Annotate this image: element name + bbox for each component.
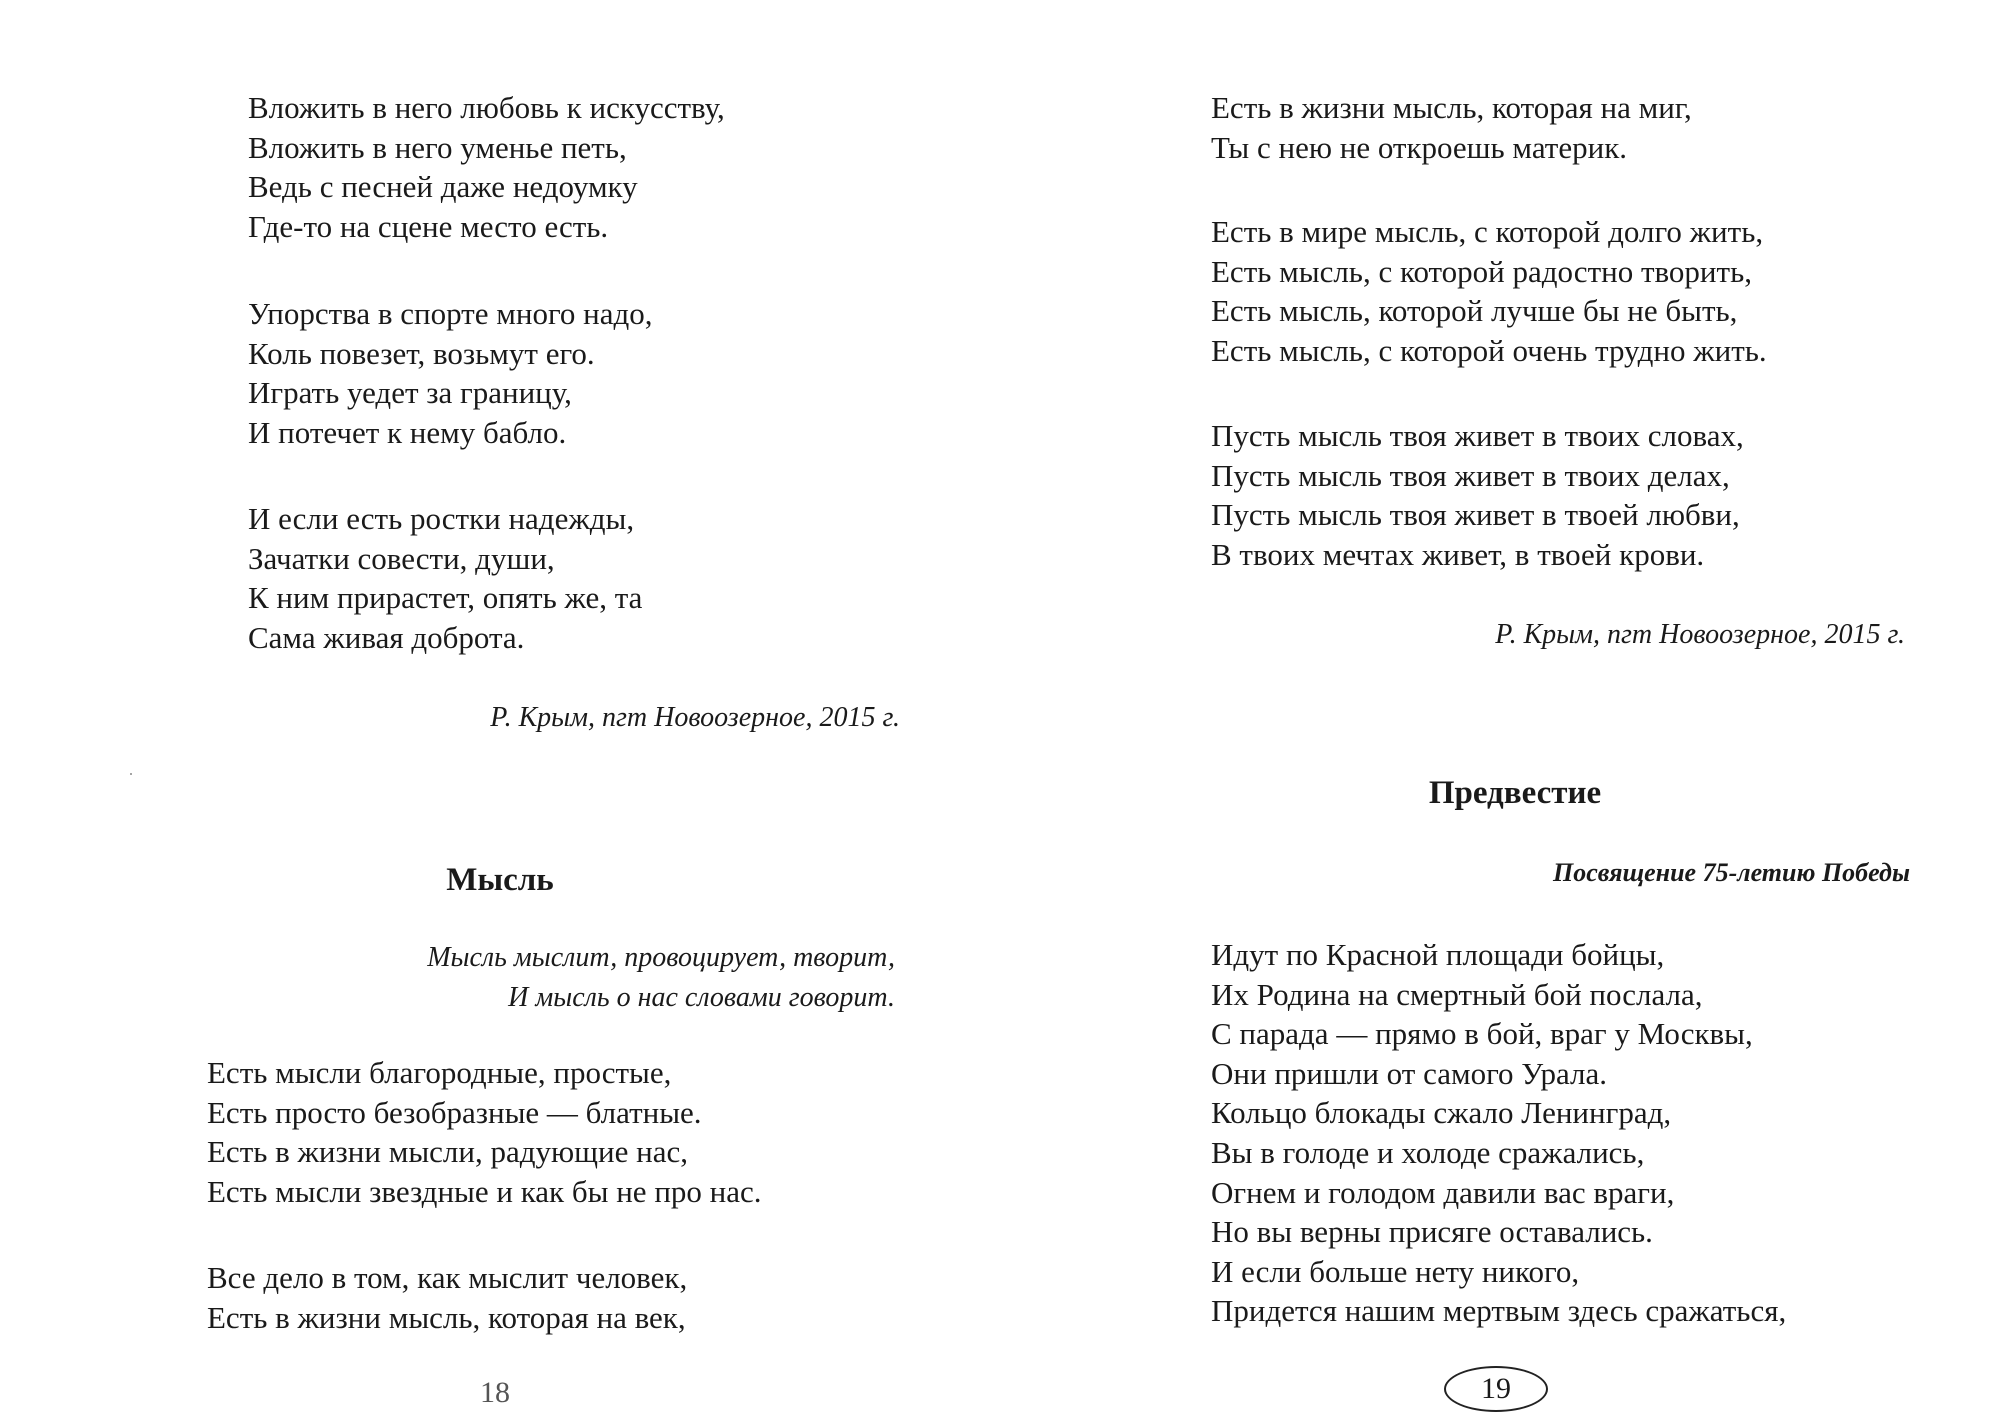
left-stanza-2 bbox=[248, 294, 653, 452]
verse-line: Все дело в том, как мыслит человек, bbox=[207, 1260, 688, 1295]
verse-line: Играть уедет за границу, bbox=[248, 375, 572, 411]
verse-line: Идут по Красной площади бойцы, bbox=[1211, 937, 1665, 972]
epigraph-line: И мысль о нас словами говорит. bbox=[508, 982, 895, 1013]
verse-line: Вы в голоде и холоде сражались, bbox=[1211, 1134, 1645, 1170]
page-number-right bbox=[1444, 1366, 1548, 1412]
verse-line: И потечет к нему бабло. bbox=[248, 414, 567, 450]
verse-line: Сама живая доброта. bbox=[248, 619, 525, 655]
right-stanza-3 bbox=[1211, 416, 1744, 574]
verse-line: Огнем и голодом давили вас враги, bbox=[1211, 1174, 1675, 1210]
verse-line: Есть мысль, с которой радостно творить, bbox=[1211, 253, 1752, 289]
page-number-left: 18 bbox=[480, 1376, 510, 1409]
right-signature: Р. Крым, пгт Новоозерное, 2015 г. bbox=[1495, 619, 1905, 650]
verse-line: Есть в жизни мысль, которая на миг, bbox=[1211, 90, 1692, 125]
verse-line: Где-то на сцене место есть. bbox=[248, 208, 609, 244]
right-stanza-1 bbox=[1211, 88, 1692, 167]
left-stanza-3 bbox=[248, 499, 642, 657]
poem-title-mysl: Мысль bbox=[446, 862, 554, 898]
verse-line: Есть мысль, которой лучше бы не быть, bbox=[1211, 293, 1738, 329]
page-number-right-text: 19 bbox=[1481, 1372, 1511, 1405]
verse-line: Зачатки совести, души, bbox=[248, 540, 555, 576]
poem-title-predvestie: Предвестие bbox=[1428, 775, 1602, 811]
verse-line: Коль повезет, возьмут его. bbox=[248, 335, 595, 371]
verse-line: Но вы верны присяге оставались. bbox=[1211, 1214, 1653, 1250]
epigraph-line: Мысль мыслит, провоцирует, творит, bbox=[427, 942, 895, 973]
verse-line: Есть в мире мысль, с которой долго жить, bbox=[1211, 214, 1764, 249]
right-stanza-4 bbox=[1211, 935, 1786, 1331]
verse-line: И если есть ростки надежды, bbox=[248, 501, 635, 536]
verse-line: Ведь с песней даже недоумку bbox=[248, 169, 638, 205]
verse-line: С парада — прямо в бой, враг у Москвы, bbox=[1211, 1016, 1753, 1052]
scan-speck bbox=[130, 773, 132, 775]
verse-line: Есть мысли благородные, простые, bbox=[207, 1055, 672, 1090]
verse-line: Есть в жизни мысли, радующие нас, bbox=[207, 1134, 688, 1170]
verse-line: Есть мысль, с которой очень трудно жить. bbox=[1211, 332, 1767, 368]
verse-line: Пусть мысль твоя живет в твоих делах, bbox=[1211, 457, 1730, 493]
verse-line: Их Родина на смертный бой послала, bbox=[1211, 976, 1703, 1012]
verse-line: Ты с нею не откроешь материк. bbox=[1211, 129, 1628, 165]
verse-line: К ним прирастет, опять же, та bbox=[248, 580, 643, 616]
dedication: Посвящение 75-летию Победы bbox=[1553, 858, 1910, 887]
verse-line: Кольцо блокады сжало Ленинград, bbox=[1211, 1095, 1672, 1131]
epigraph bbox=[300, 938, 895, 1018]
left-stanza-5 bbox=[207, 1258, 687, 1337]
verse-line: Есть просто безобразные — блатные. bbox=[207, 1094, 702, 1130]
left-stanza-4 bbox=[207, 1053, 762, 1211]
left-stanza-1 bbox=[248, 88, 725, 246]
verse-line: В твоих мечтах живет, в твоей крови. bbox=[1211, 536, 1705, 572]
verse-line: Пусть мысль твоя живет в твоих словах, bbox=[1211, 418, 1744, 453]
right-stanza-2 bbox=[1211, 212, 1767, 370]
left-signature: Р. Крым, пгт Новоозерное, 2015 г. bbox=[490, 702, 900, 733]
verse-line: И если больше нету никого, bbox=[1211, 1253, 1580, 1289]
verse-line: Пусть мысль твоя живет в твоей любви, bbox=[1211, 497, 1740, 533]
right-page bbox=[1000, 0, 2000, 1428]
verse-line: Они пришли от самого Урала. bbox=[1211, 1055, 1608, 1091]
verse-line: Упорства в спорте много надо, bbox=[248, 296, 653, 331]
verse-line: Есть в жизни мысль, которая на век, bbox=[207, 1299, 686, 1335]
verse-line: Придется нашим мертвым здесь сражаться, bbox=[1211, 1293, 1787, 1329]
verse-line: Вложить в него уменье петь, bbox=[248, 129, 627, 165]
verse-line: Вложить в него любовь к искусству, bbox=[248, 90, 725, 125]
verse-line: Есть мысли звездные и как бы не про нас. bbox=[207, 1173, 762, 1209]
